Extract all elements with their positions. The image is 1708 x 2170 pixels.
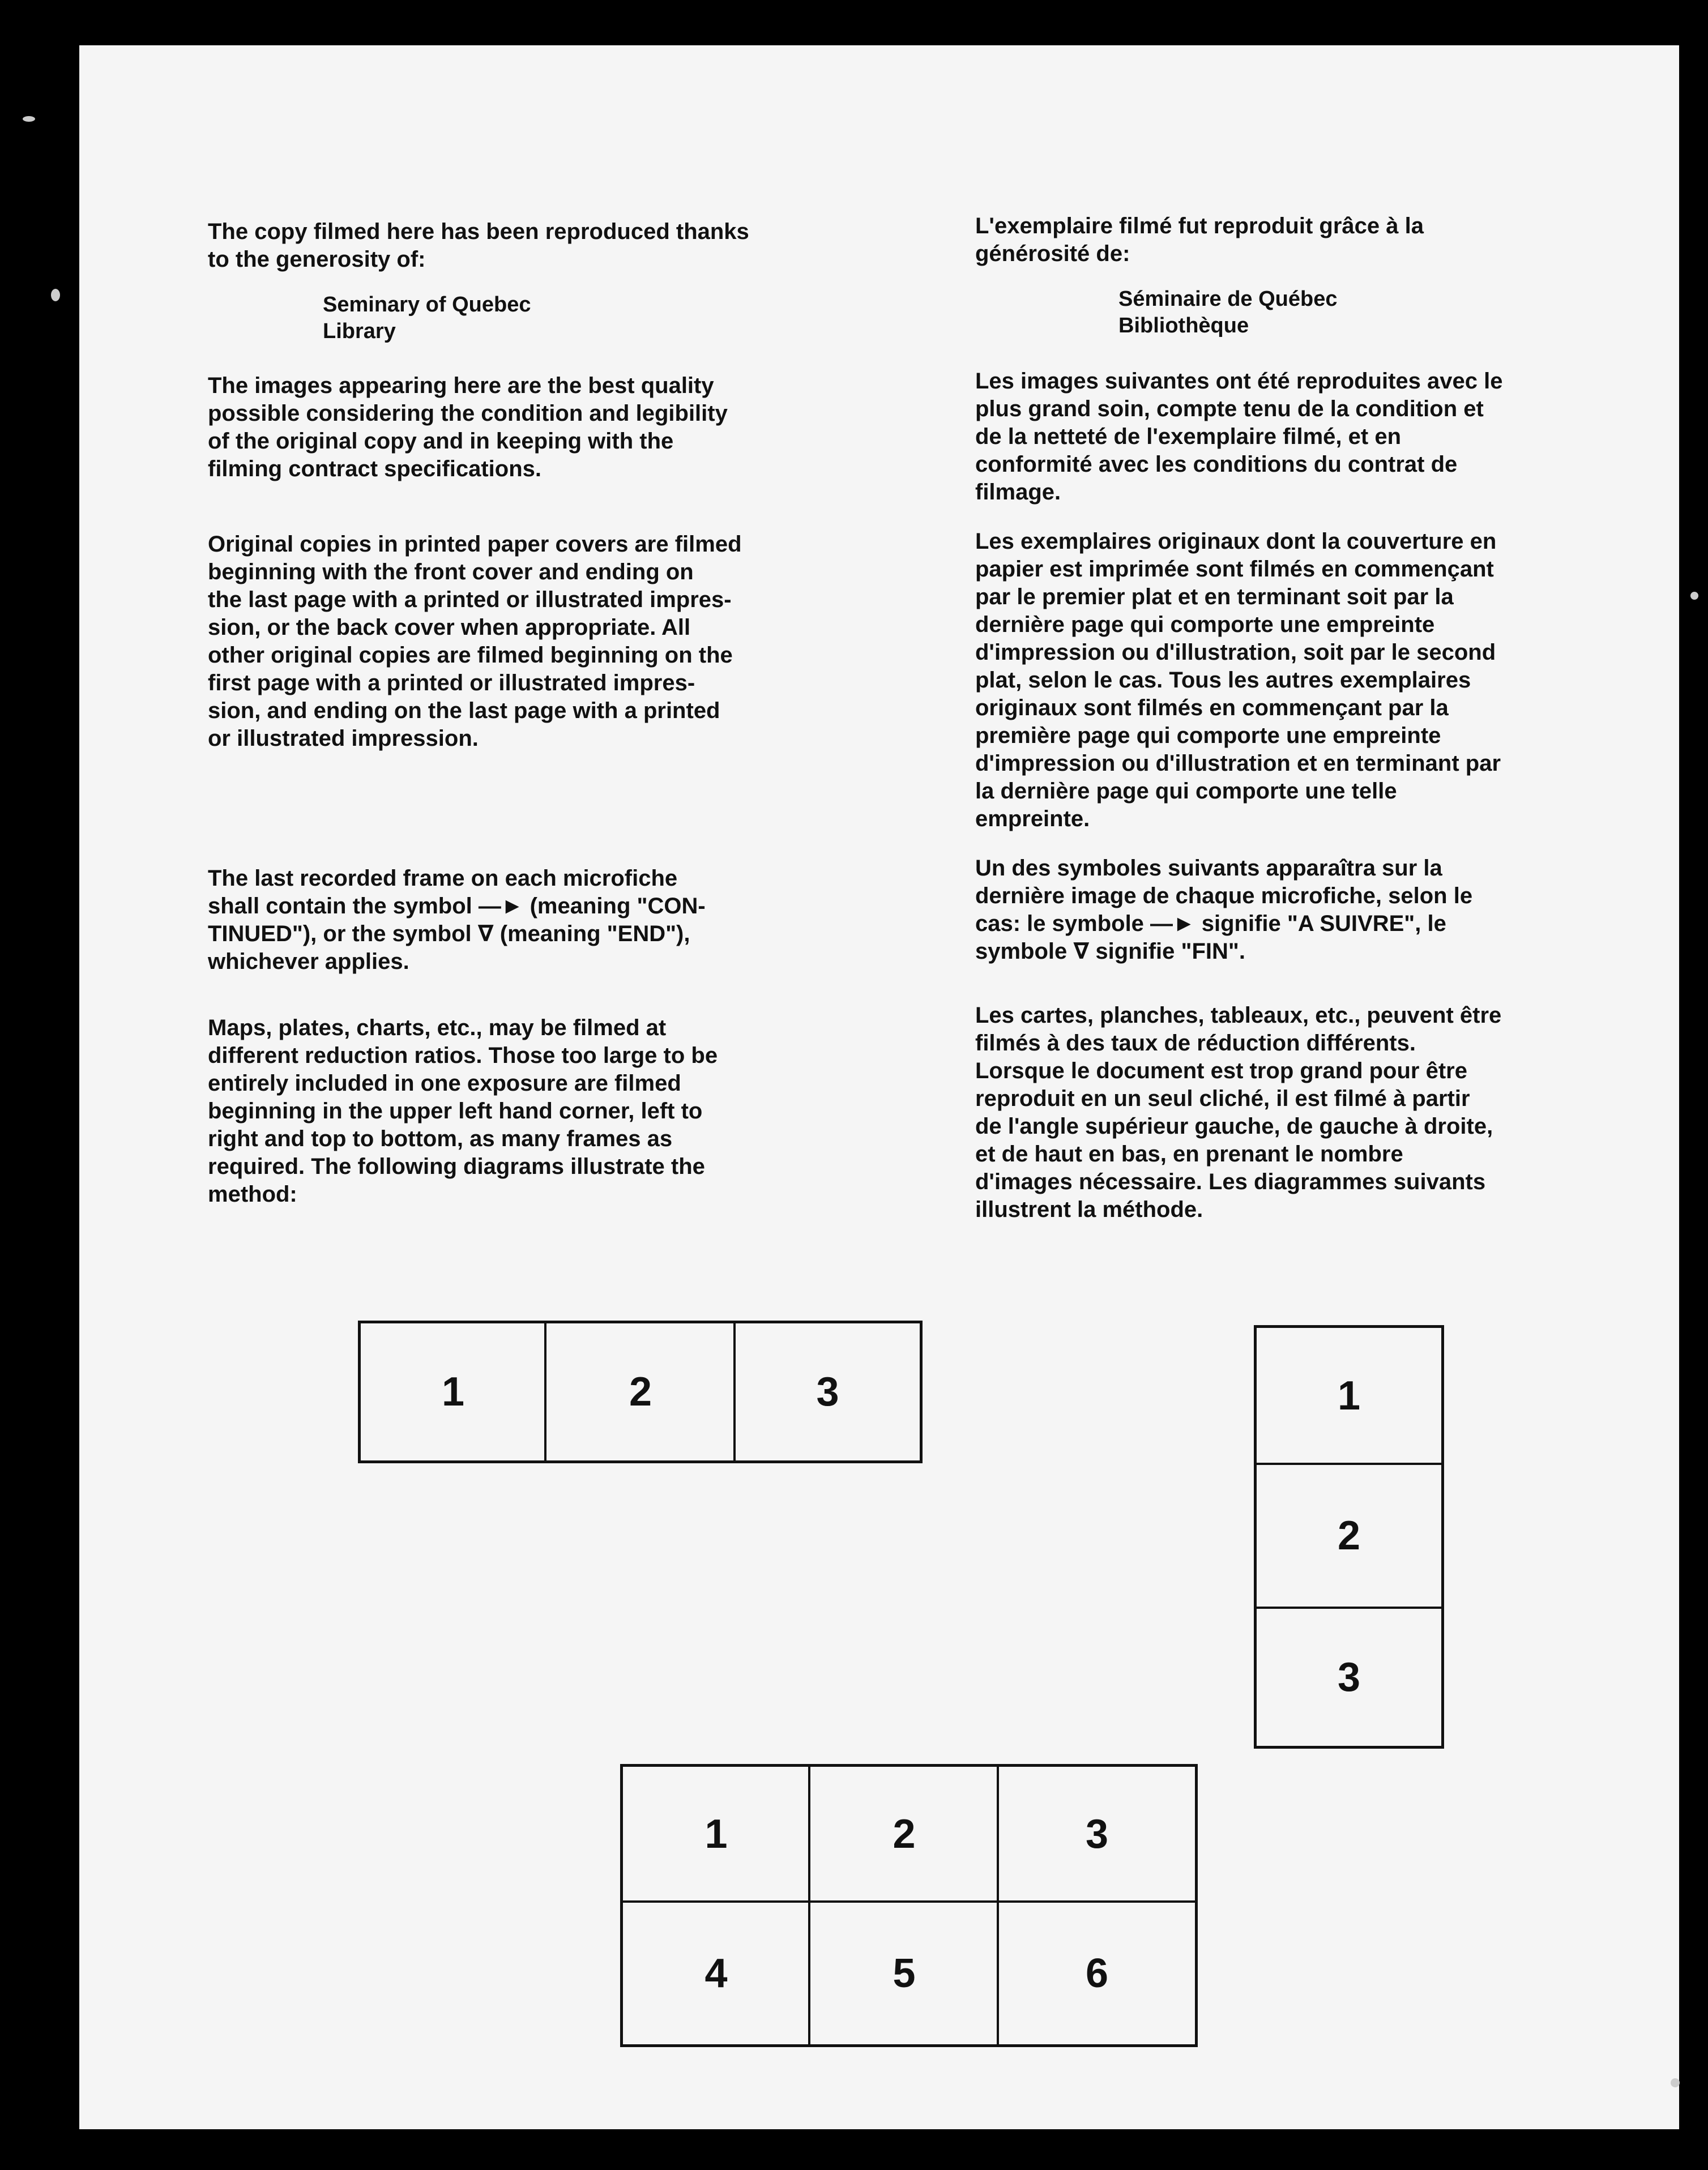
frame-cell: 3: [816, 1369, 839, 1415]
frame-cell: 2: [893, 1812, 916, 1857]
english-covers-paragraph: Original copies in printed paper covers are filmed beginning with the front cover and ending on the last page with a printed or illustrated impres- sion, or the back cover when appropriate. All other original copies are filmed beginning on the first page with a printed or illustrated impres- sion, and ending on the last page with a printed or illustrated impression.: [208, 532, 742, 751]
french-institution-name: Séminaire de Québec: [1118, 287, 1338, 311]
frame-cell: 5: [893, 1951, 916, 1996]
french-covers-paragraph: Les exemplaires originaux dont la couverture en papier est imprimée sont filmés en commençant par le premier plat et en terminant soit par la dernière page qui comporte une empreinte d'impression ou d'illustration, soit par le second plat, selon le cas. Tous les autres exemplaires originaux sont filmés en commençant par la première page qui comporte une empreinte d'impression ou d'illustration et en terminant par la dernière page qui comporte une telle empreinte.: [975, 529, 1501, 831]
frame-cell: 3: [1337, 1655, 1361, 1700]
english-column: [208, 218, 859, 1208]
frame-cell: 2: [1337, 1513, 1361, 1558]
french-symbols-text-a: Un des symboles suivants apparaîtra sur la dernière image de chaque microfiche, selon le cas: le symbole: [975, 856, 1473, 936]
frame-cell: 6: [1085, 1951, 1109, 1996]
scan-speck: [51, 289, 60, 301]
continued-arrow-icon: —►: [478, 894, 524, 919]
english-quality-paragraph: The images appearing here are the best quality possible considering the condition and legibility of the original copy and in keeping with the filming contract specifications.: [208, 373, 728, 481]
scan-speck: [1690, 592, 1698, 600]
frame-cell: 4: [704, 1951, 728, 1996]
french-symbols-text-b: signifie "A SUIVRE", le symbole: [975, 911, 1446, 964]
english-maps-paragraph: Maps, plates, charts, etc., may be filmed at different reduction ratios. Those too large to be entirely included in one exposure are filmed beginning in the upper left hand corner, left to right and top to bottom, as many frames as required. The following diagrams illustrate the method:: [208, 1015, 718, 1207]
english-institution-library: Library: [323, 319, 396, 343]
english-institution-name: Seminary of Quebec: [323, 293, 531, 317]
grid-frame-diagram: [620, 1764, 1198, 2047]
filmed-page: [79, 45, 1679, 2129]
scan-speck: [23, 116, 35, 122]
frame-cell: 3: [1085, 1812, 1109, 1857]
english-symbols-text-b: (meaning "CON- TINUED"), or the symbol: [208, 894, 706, 946]
horizontal-frame-diagram: [358, 1321, 923, 1463]
english-institution: [323, 292, 859, 345]
scan-speck: [1671, 2078, 1680, 2087]
french-institution-library: Bibliothèque: [1118, 314, 1249, 338]
english-intro: The copy filmed here has been reproduced thanks to the generosity of:: [208, 219, 749, 272]
end-triangle-icon: ∇: [1073, 939, 1090, 964]
frame-cell: 2: [629, 1369, 652, 1415]
english-symbols-text-c: (meaning "END"), whichever applies.: [208, 921, 690, 974]
french-maps-paragraph: Les cartes, planches, tableaux, etc., peuvent être filmés à des taux de réduction différents. Lorsque le document est trop grand pour être reproduit en un seul cliché, il est filmé à partir de l'angle supérieur gauche, de gauche à droite, et de haut en bas, en prenant le nombre d'images nécessaire. Les diagrammes suivants illustrent la méthode.: [975, 1003, 1502, 1222]
french-column: [975, 212, 1626, 1224]
english-symbols-paragraph: [208, 865, 859, 976]
english-symbols-text-a: The last recorded frame on each microfiche shall contain the symbol: [208, 866, 678, 919]
vertical-frame-diagram: [1254, 1325, 1444, 1749]
french-symbols-paragraph: [975, 855, 1626, 966]
continued-arrow-icon: —►: [1150, 911, 1195, 936]
frame-cell: 1: [704, 1812, 728, 1857]
frame-cell: 1: [1337, 1373, 1361, 1419]
french-intro: L'exemplaire filmé fut reproduit grâce à la générosité de:: [975, 213, 1424, 266]
french-quality-paragraph: Les images suivantes ont été reproduites avec le plus grand soin, compte tenu de la condition et de la netteté de l'exemplaire filmé, et en conformité avec les conditions du contrat de filmage.: [975, 369, 1503, 505]
frame-cell: 1: [441, 1369, 465, 1415]
french-symbols-text-c: signifie "FIN".: [1089, 939, 1246, 964]
french-institution: [1118, 286, 1626, 339]
end-triangle-icon: ∇: [477, 921, 494, 946]
